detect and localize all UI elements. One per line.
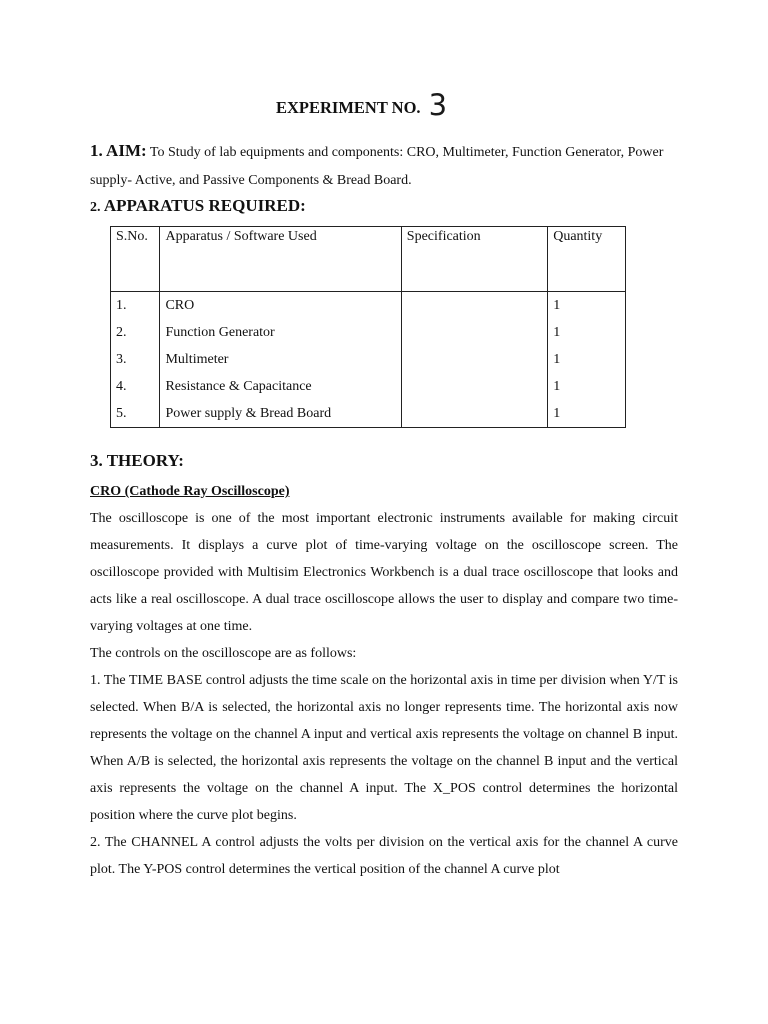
table-cell-sno: 1. [116, 298, 127, 313]
header-quantity: Quantity [548, 227, 626, 292]
theory-paragraph-controls: The controls on the oscilloscope are as follows: [90, 646, 357, 661]
quantity-column [548, 292, 626, 428]
cro-subheading: CRO (Cathode Ray Oscilloscope) [90, 484, 290, 499]
table-cell-qty: 1 [553, 406, 561, 421]
aim-text: To Study of lab equipments and components: CRO, Multimeter, Function Generator, Power supply- Active, and Passive Components & Bread Board. [90, 145, 664, 188]
table-cell-qty: 1 [553, 379, 561, 394]
table-cell-sno: 3. [116, 352, 127, 367]
header-specification: Specification [401, 227, 547, 292]
table-cell-spec [407, 400, 542, 427]
table-cell-sno: 4. [116, 379, 127, 394]
apparatus-heading-text: APPARATUS REQUIRED: [103, 196, 306, 215]
apparatus-heading-number: 2. [90, 200, 101, 215]
table-cell-qty: 1 [553, 352, 561, 367]
table-cell-item: Power supply & Bread Board [165, 406, 332, 421]
experiment-number-handwritten: 3 [428, 88, 448, 122]
header-apparatus: Apparatus / Software Used [160, 227, 401, 292]
table-body-row [111, 292, 626, 428]
theory-paragraph-intro: The oscilloscope is one of the most important electronic instruments available for making circuit measurements. It displays a curve plot of time-varying voltage on the oscilloscope screen. The oscilloscope provided with Multisim Electronics Workbench is a dual trace oscilloscope that looks and acts like a real oscilloscope. A dual trace oscilloscope allows the user to display and compare two time-varying voltages at one time. [90, 511, 678, 634]
header-sno: S.No. [111, 227, 160, 292]
table-cell-spec [407, 346, 542, 373]
experiment-title [276, 86, 447, 120]
table-header-row [111, 227, 626, 292]
aim-heading: 1. AIM: [90, 141, 147, 160]
table-cell-spec [407, 319, 542, 346]
experiment-label: EXPERIMENT NO. [276, 98, 421, 117]
table-cell-qty: 1 [553, 298, 561, 313]
apparatus-heading [90, 196, 306, 216]
table-cell-qty: 1 [553, 325, 561, 340]
aim-section [90, 137, 680, 195]
table-cell-spec [407, 373, 542, 400]
table-cell-item: Function Generator [165, 325, 275, 340]
apparatus-column [160, 292, 401, 428]
table-cell-item: Multimeter [165, 352, 229, 367]
table-cell-sno: 2. [116, 325, 127, 340]
theory-heading: 3. THEORY: [90, 451, 184, 470]
table-cell-spec [407, 292, 542, 319]
sno-column [111, 292, 160, 428]
table-cell-sno: 5. [116, 406, 127, 421]
specification-column [401, 292, 547, 428]
theory-paragraph-channel-a: 2. The CHANNEL A control adjusts the volts per division on the vertical axis for the channel A curve plot. The Y-POS control determines the vertical position of the channel A curve plot [90, 835, 678, 877]
theory-paragraph-timebase: 1. The TIME BASE control adjusts the time scale on the horizontal axis in time per division when Y/T is selected. When B/A is selected, the horizontal axis no longer represents time. The horizontal axis now represents the voltage on the channel A input and vertical axis represents the voltage on channel B input. When A/B is selected, the horizontal axis represents the voltage on the channel B input and the vertical axis represents the voltage on the channel A input. The X_POS control determines the horizontal position where the curve plot begins. [90, 673, 678, 823]
apparatus-table [110, 226, 626, 428]
theory-body [90, 505, 678, 883]
table-cell-item: Resistance & Capacitance [165, 379, 312, 394]
table-cell-item: CRO [165, 298, 195, 313]
